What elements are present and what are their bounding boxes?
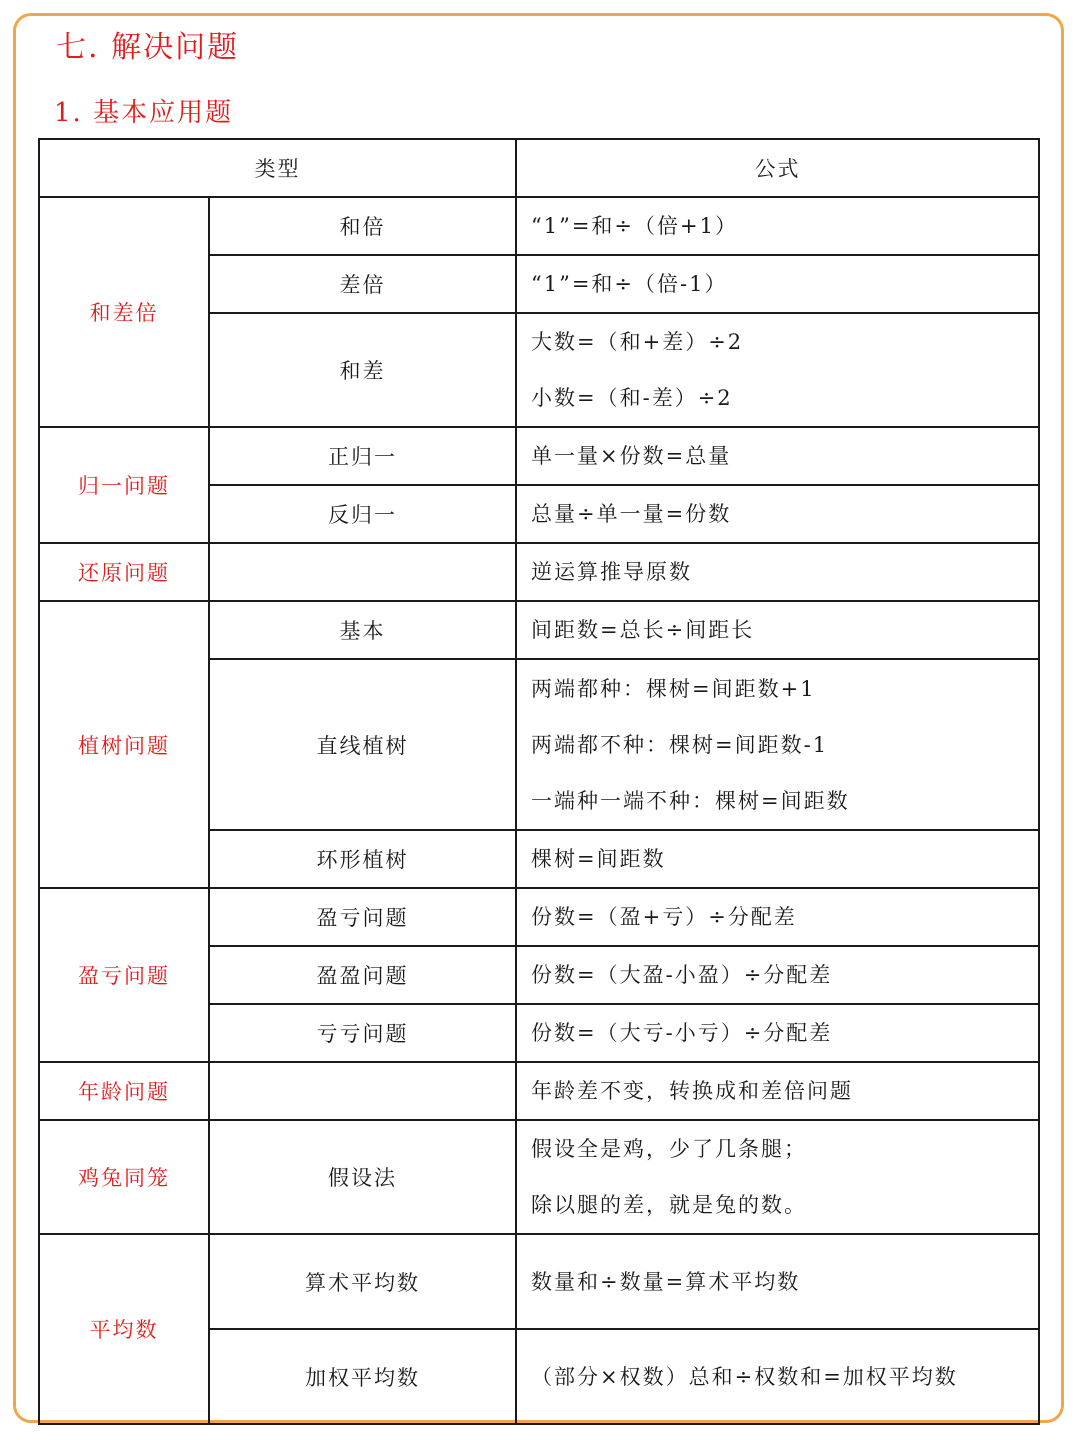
formula-cell xyxy=(516,313,1039,427)
formula-line: 小数=（和-差）÷2 xyxy=(531,386,733,410)
formula-cell xyxy=(516,946,1039,1004)
formula-cell xyxy=(516,543,1039,601)
formula-cell xyxy=(516,601,1039,659)
subtype-cell: 盈亏问题 xyxy=(209,888,516,946)
table-row xyxy=(39,1062,1039,1120)
header-row xyxy=(39,139,1039,197)
formula-cell xyxy=(516,1329,1039,1424)
table-row xyxy=(39,1120,1039,1234)
subtype-cell: 正归一 xyxy=(209,427,516,485)
subtype-cell: 环形植树 xyxy=(209,830,516,888)
table-row xyxy=(39,1234,1039,1329)
subtype-cell: 假设法 xyxy=(209,1120,516,1234)
formula-line: 两端都不种：棵树=间距数-1 xyxy=(531,732,829,757)
formula-line: 份数=（大亏-小亏）÷分配差 xyxy=(531,1021,833,1045)
formula-line: 棵树=间距数 xyxy=(531,847,666,871)
subtype-cell: 和倍 xyxy=(209,197,516,255)
table-row xyxy=(39,888,1039,946)
header-type: 类型 xyxy=(39,139,516,197)
formula-line: 大数=（和+差）÷2 xyxy=(531,330,744,354)
formula-line: 份数=（大盈-小盈）÷分配差 xyxy=(531,963,833,987)
formula-line: （部分×权数）总和÷权数和=加权平均数 xyxy=(531,1364,958,1389)
subtype-cell xyxy=(209,1062,516,1120)
formula-line: 间距数=总长÷间距长 xyxy=(531,618,755,642)
header-formula: 公式 xyxy=(516,139,1039,197)
subtype-cell: 算术平均数 xyxy=(209,1234,516,1329)
table-body xyxy=(39,139,1039,1424)
category-cell: 年龄问题 xyxy=(39,1062,209,1120)
subtype-cell: 基本 xyxy=(209,601,516,659)
formula-cell xyxy=(516,1004,1039,1062)
formula-line: 单一量×份数=总量 xyxy=(531,444,732,468)
formula-cell xyxy=(516,485,1039,543)
formula-cell xyxy=(516,830,1039,888)
formula-line: 两端都种：棵树=间距数+1 xyxy=(531,676,816,701)
formula-line: 除以腿的差，就是兔的数。 xyxy=(531,1193,807,1217)
formula-cell xyxy=(516,255,1039,313)
category-cell: 归一问题 xyxy=(39,427,209,543)
formula-cell xyxy=(516,888,1039,946)
formula-cell xyxy=(516,197,1039,255)
table-row xyxy=(39,197,1039,255)
formula-line: 年龄差不变，转换成和差倍问题 xyxy=(531,1079,853,1103)
category-cell: 平均数 xyxy=(39,1234,209,1424)
formula-line: 假设全是鸡，少了几条腿； xyxy=(531,1137,807,1161)
formula-cell xyxy=(516,1234,1039,1329)
formula-cell xyxy=(516,1062,1039,1120)
category-cell: 盈亏问题 xyxy=(39,888,209,1062)
category-cell: 和差倍 xyxy=(39,197,209,427)
formula-line: 总量÷单一量=份数 xyxy=(531,502,732,526)
formula-line: “1”=和÷（倍+1） xyxy=(531,214,738,238)
formula-line: “1”=和÷（倍-1） xyxy=(531,272,728,296)
subtype-cell xyxy=(209,543,516,601)
formula-line: 一端种一端不种：棵树=间距数 xyxy=(531,788,850,813)
subtype-cell: 直线植树 xyxy=(209,659,516,830)
sub-title: 1. 基本应用题 xyxy=(54,98,234,128)
formula-cell xyxy=(516,1120,1039,1234)
subtype-cell: 差倍 xyxy=(209,255,516,313)
formula-cell xyxy=(516,659,1039,830)
subtype-cell: 盈盈问题 xyxy=(209,946,516,1004)
category-cell: 还原问题 xyxy=(39,543,209,601)
formula-line: 数量和÷数量=算术平均数 xyxy=(531,1269,801,1294)
table-row xyxy=(39,601,1039,659)
subtype-cell: 加权平均数 xyxy=(209,1329,516,1424)
table-row xyxy=(39,427,1039,485)
formula-line: 逆运算推导原数 xyxy=(531,560,692,584)
section-title: 七. 解决问题 xyxy=(56,30,240,65)
subtype-cell: 和差 xyxy=(209,313,516,427)
category-cell: 鸡兔同笼 xyxy=(39,1120,209,1234)
subtype-cell: 亏亏问题 xyxy=(209,1004,516,1062)
subtype-cell: 反归一 xyxy=(209,485,516,543)
table-row xyxy=(39,543,1039,601)
formula-cell xyxy=(516,427,1039,485)
formula-line: 份数=（盈+亏）÷分配差 xyxy=(531,905,797,929)
formula-table xyxy=(38,138,1040,1425)
category-cell: 植树问题 xyxy=(39,601,209,888)
